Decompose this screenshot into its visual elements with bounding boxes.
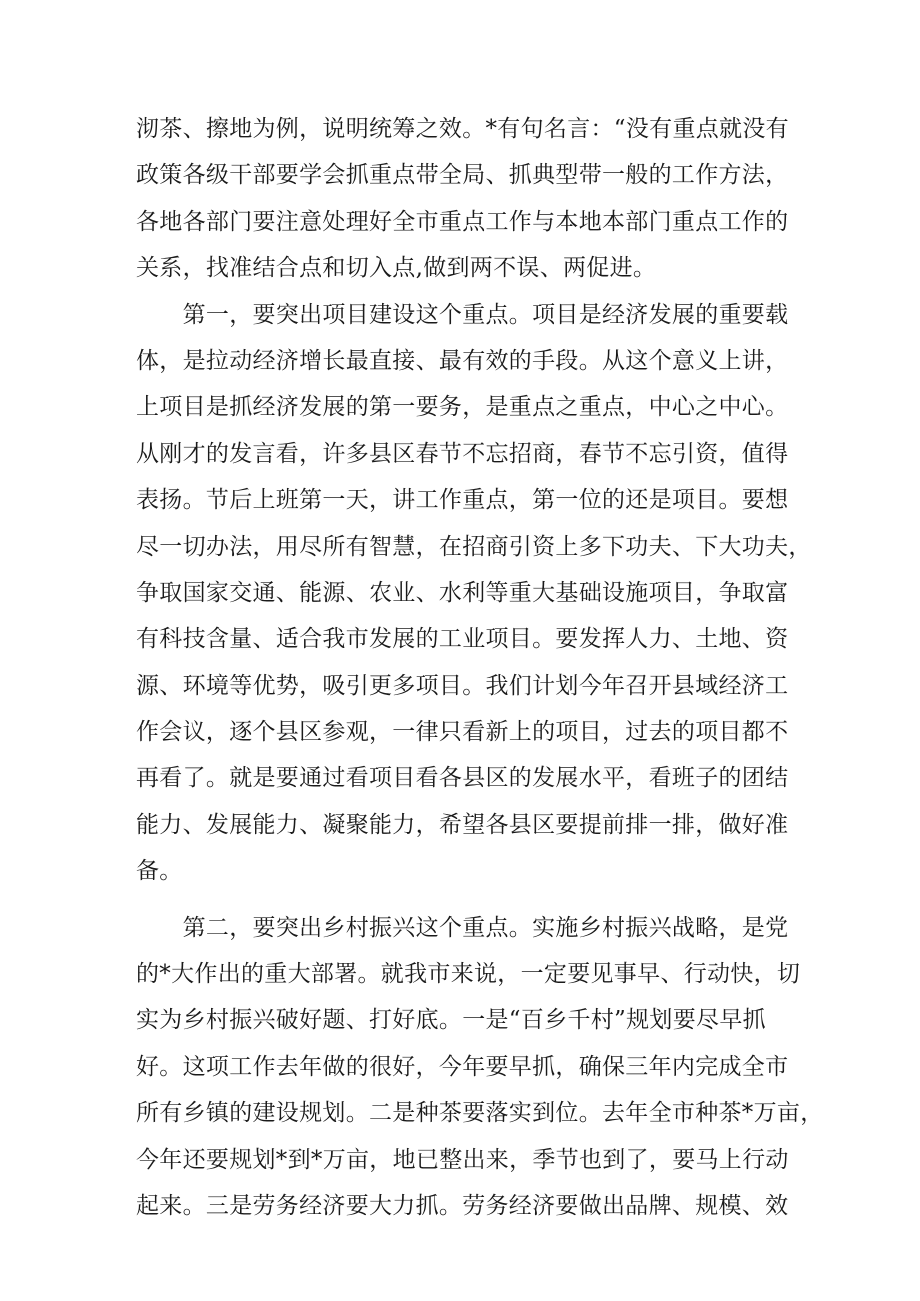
text-line: 各地各部门要注意处理好全市重点工作与本地本部门重点工作的	[136, 208, 789, 235]
text-line: 从刚才的发言看，许多县区春节不忘招商，春节不忘引资，值得	[136, 440, 789, 467]
text-line: 再看了。就是要通过看项目看各县区的发展水平，看班子的团结	[136, 765, 789, 792]
text-line: 第一，要突出项目建设这个重点。项目是经济发展的重要载	[136, 301, 789, 328]
text-line: 起来。三是劳务经济要大力抓。劳务经济要做出品牌、规模、效	[136, 1192, 789, 1219]
text-line: 作会议，逐个县区参观，一律只看新上的项目，过去的项目都不	[136, 719, 789, 746]
text-line: 沏茶、擦地为例，说明统筹之效。*有句名言：“没有重点就没有	[136, 116, 789, 142]
text-line: 上项目是抓经济发展的第一要务，是重点之重点，中心之中心。	[136, 394, 789, 421]
paragraph	[136, 106, 796, 292]
text-line: 尽一切办法，用尽所有智慧，在招商引资上多下功夫、下大功夫，	[136, 533, 812, 560]
text-line: 所有乡镇的建设规划。二是种茶要落实到位。去年全市种茶*万亩，	[136, 1100, 824, 1127]
text-line: 第二，要突出乡村振兴这个重点。实施乡村振兴战略，是党	[136, 914, 789, 941]
text-line: 关系，找准结合点和切入点,做到两不误、两促进。	[136, 255, 657, 282]
text-line: 好。这项工作去年做的很好，今年要早抓，确保三年内完成全市	[136, 1053, 789, 1080]
text-line: 表扬。节后上班第一天，讲工作重点，第一位的还是项目。要想	[136, 487, 789, 514]
text-line: 的*大作出的重大部署。就我市来说，一定要见事早、行动快，切	[136, 961, 801, 988]
text-line: 体，是拉动经济增长最直接、最有效的手段。从这个意义上讲，	[136, 347, 789, 374]
document-body	[136, 106, 824, 1229]
paragraph-spacer	[136, 895, 796, 905]
text-line: 今年还要规划*到*万亩，地已整出来，季节也到了，要马上行动	[136, 1146, 789, 1173]
paragraph	[136, 292, 812, 895]
text-line: 有科技含量、适合我市发展的工业项目。要发挥人力、土地、资	[136, 626, 789, 653]
text-line: 政策各级干部要学会抓重点带全局、抓典型带一般的工作方法，	[136, 162, 789, 189]
text-line: 实为乡村振兴破好题、打好底。一是“百乡千村”规划要尽早抓	[136, 1007, 766, 1034]
text-line: 争取国家交通、能源、农业、水利等重大基础设施项目，争取富	[136, 579, 789, 606]
paragraph	[136, 905, 824, 1230]
text-line: 备。	[136, 858, 183, 885]
text-line: 能力、发展能力、凝聚能力，希望各县区要提前排一排，做好准	[136, 811, 789, 838]
text-line: 源、环境等优势，吸引更多项目。我们计划今年召开县域经济工	[136, 672, 789, 699]
